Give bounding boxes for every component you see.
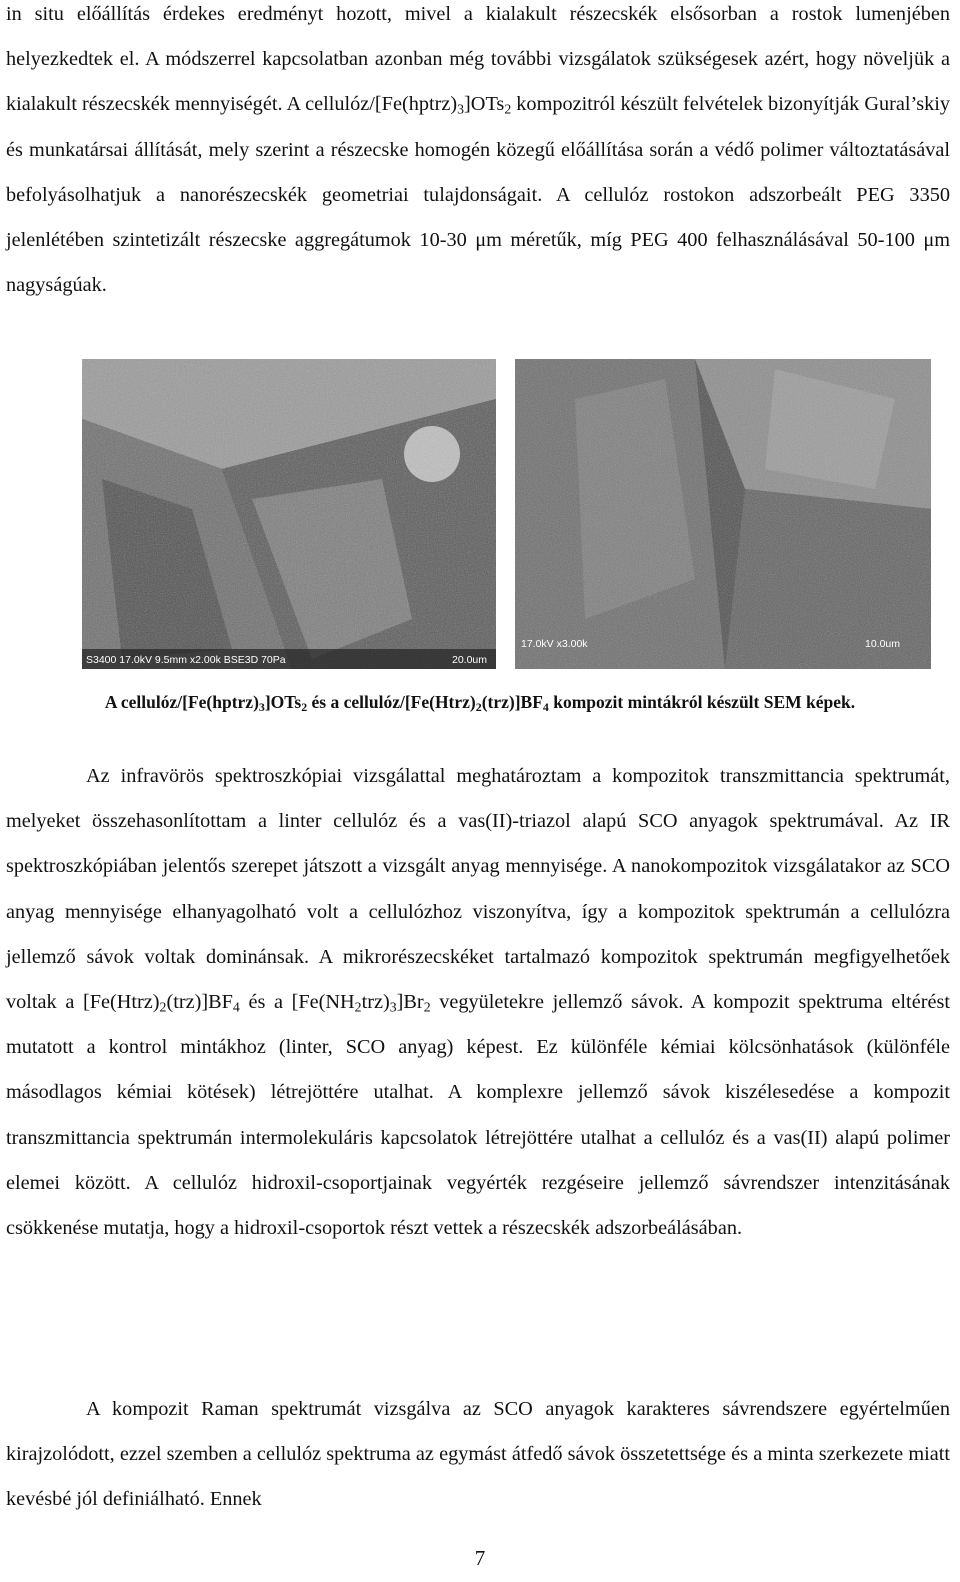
sem-image-right bbox=[515, 359, 931, 669]
paragraph-3: A kompozit Raman spektrumát vizsgálva az SCO anyagok karakteres sávrendszere egyértelműen kirajzolódott, ezzel szemben a cellulóz spektruma az egymást átfedő sávok összetettsége és a minta szerkezete miatt kevésbé jól definiálható. Ennek bbox=[6, 1398, 950, 1511]
paragraph-1: in situ előállítás érdekes eredményt hozott, mivel a kialakult részecskék elsősorban a rostok lumenjében helyezkedtek el. A módszerrel kapcsolatban azonban még további vizsgálatok szükségesek azért, hogy növeljük a kialakult részecskék mennyiségét. A cellulóz/$[Fe(hptrz)_3]OTs_2$ kompozitról készült felvételek bizonyítják Gural’skiy és munkatársai állítását, mely szerint a részecske homogén közegű előállítása során a védő polimer változtatásával befolyásolhatjuk a nanorészecskék geometriai tulajdonságait. A cellulóz rostokon adszorbeált PEG 3350 jelenlétében szintetizált részecske aggregátumok 10-30 μm méretűk, míg PEG 400 felhasználásával 50-100 μm nagyságúak. bbox=[6, 3, 951, 297]
sem-left-settings: S3400 17.0kV 9.5mm x2.00k BSE3D 70Pa bbox=[86, 654, 286, 666]
sem-right-scale: 10.0um bbox=[865, 638, 901, 650]
figure-caption: A cellulóz/$[Fe(hptrz)_3]OTs_2$ és a cellulóz/$[Fe(Htrz)_2(trz)]BF_4$ kompozit mintákról készült SEM képek. bbox=[104, 692, 856, 714]
page-number: 7 bbox=[474, 1546, 486, 1570]
sem-image-left bbox=[82, 359, 496, 669]
sem-left-scale: 20.0um bbox=[452, 654, 488, 666]
sem-right-settings: 17.0kV x3.00k bbox=[521, 638, 588, 650]
paragraph-2: Az infravörös spektroszkópiai vizsgálattal meghatároztam a kompozitok transzmittancia spektrumát, melyeket összehasonlítottam a linter cellulóz és a vas(II)-triazol alapú SCO anyagok spektrumával. Az IR spektroszkópiában jelentős szerepet játszott a vizsgált anyag mennyisége. A nanokompozitok vizsgálatakor az SCO anyag mennyisége elhanyagolható volt a cellulózhoz viszonyítva, így a kompozitok spektrumán a cellulózra jellemző sávok voltak dominánsak. A mikrorészecskéket tartalmazó kompozitok spektrumán megfigyelhetőek voltak a $[Fe(Htrz)_2(trz)]BF_4$ és a $[Fe(NH_2trz)_3]Br_2$ vegyületekre jellemző sávok. A kompozit spektruma eltérést mutatott a kontrol mintákhoz (linter, SCO anyag) képest. Ez különféle kémiai kölcsönhatások (különféle másodlagos kémiai kötések) létrejöttére utalhat. A komplexre jellemző sávok kiszélesedése a kompozit transzmittancia spektrumán intermolekuláris kapcsolatok létrejöttére utalhat a cellulóz és a vas(II) alapú polimer elemei között. A cellulóz hidroxil-csoportjainak vegyérték rezgéseire jellemző sávrendszer intenzitásának csökkenése mutatja, hogy a hidroxil-csoportok részt vettek a részecskék adszorbeálásában. bbox=[6, 765, 950, 1240]
